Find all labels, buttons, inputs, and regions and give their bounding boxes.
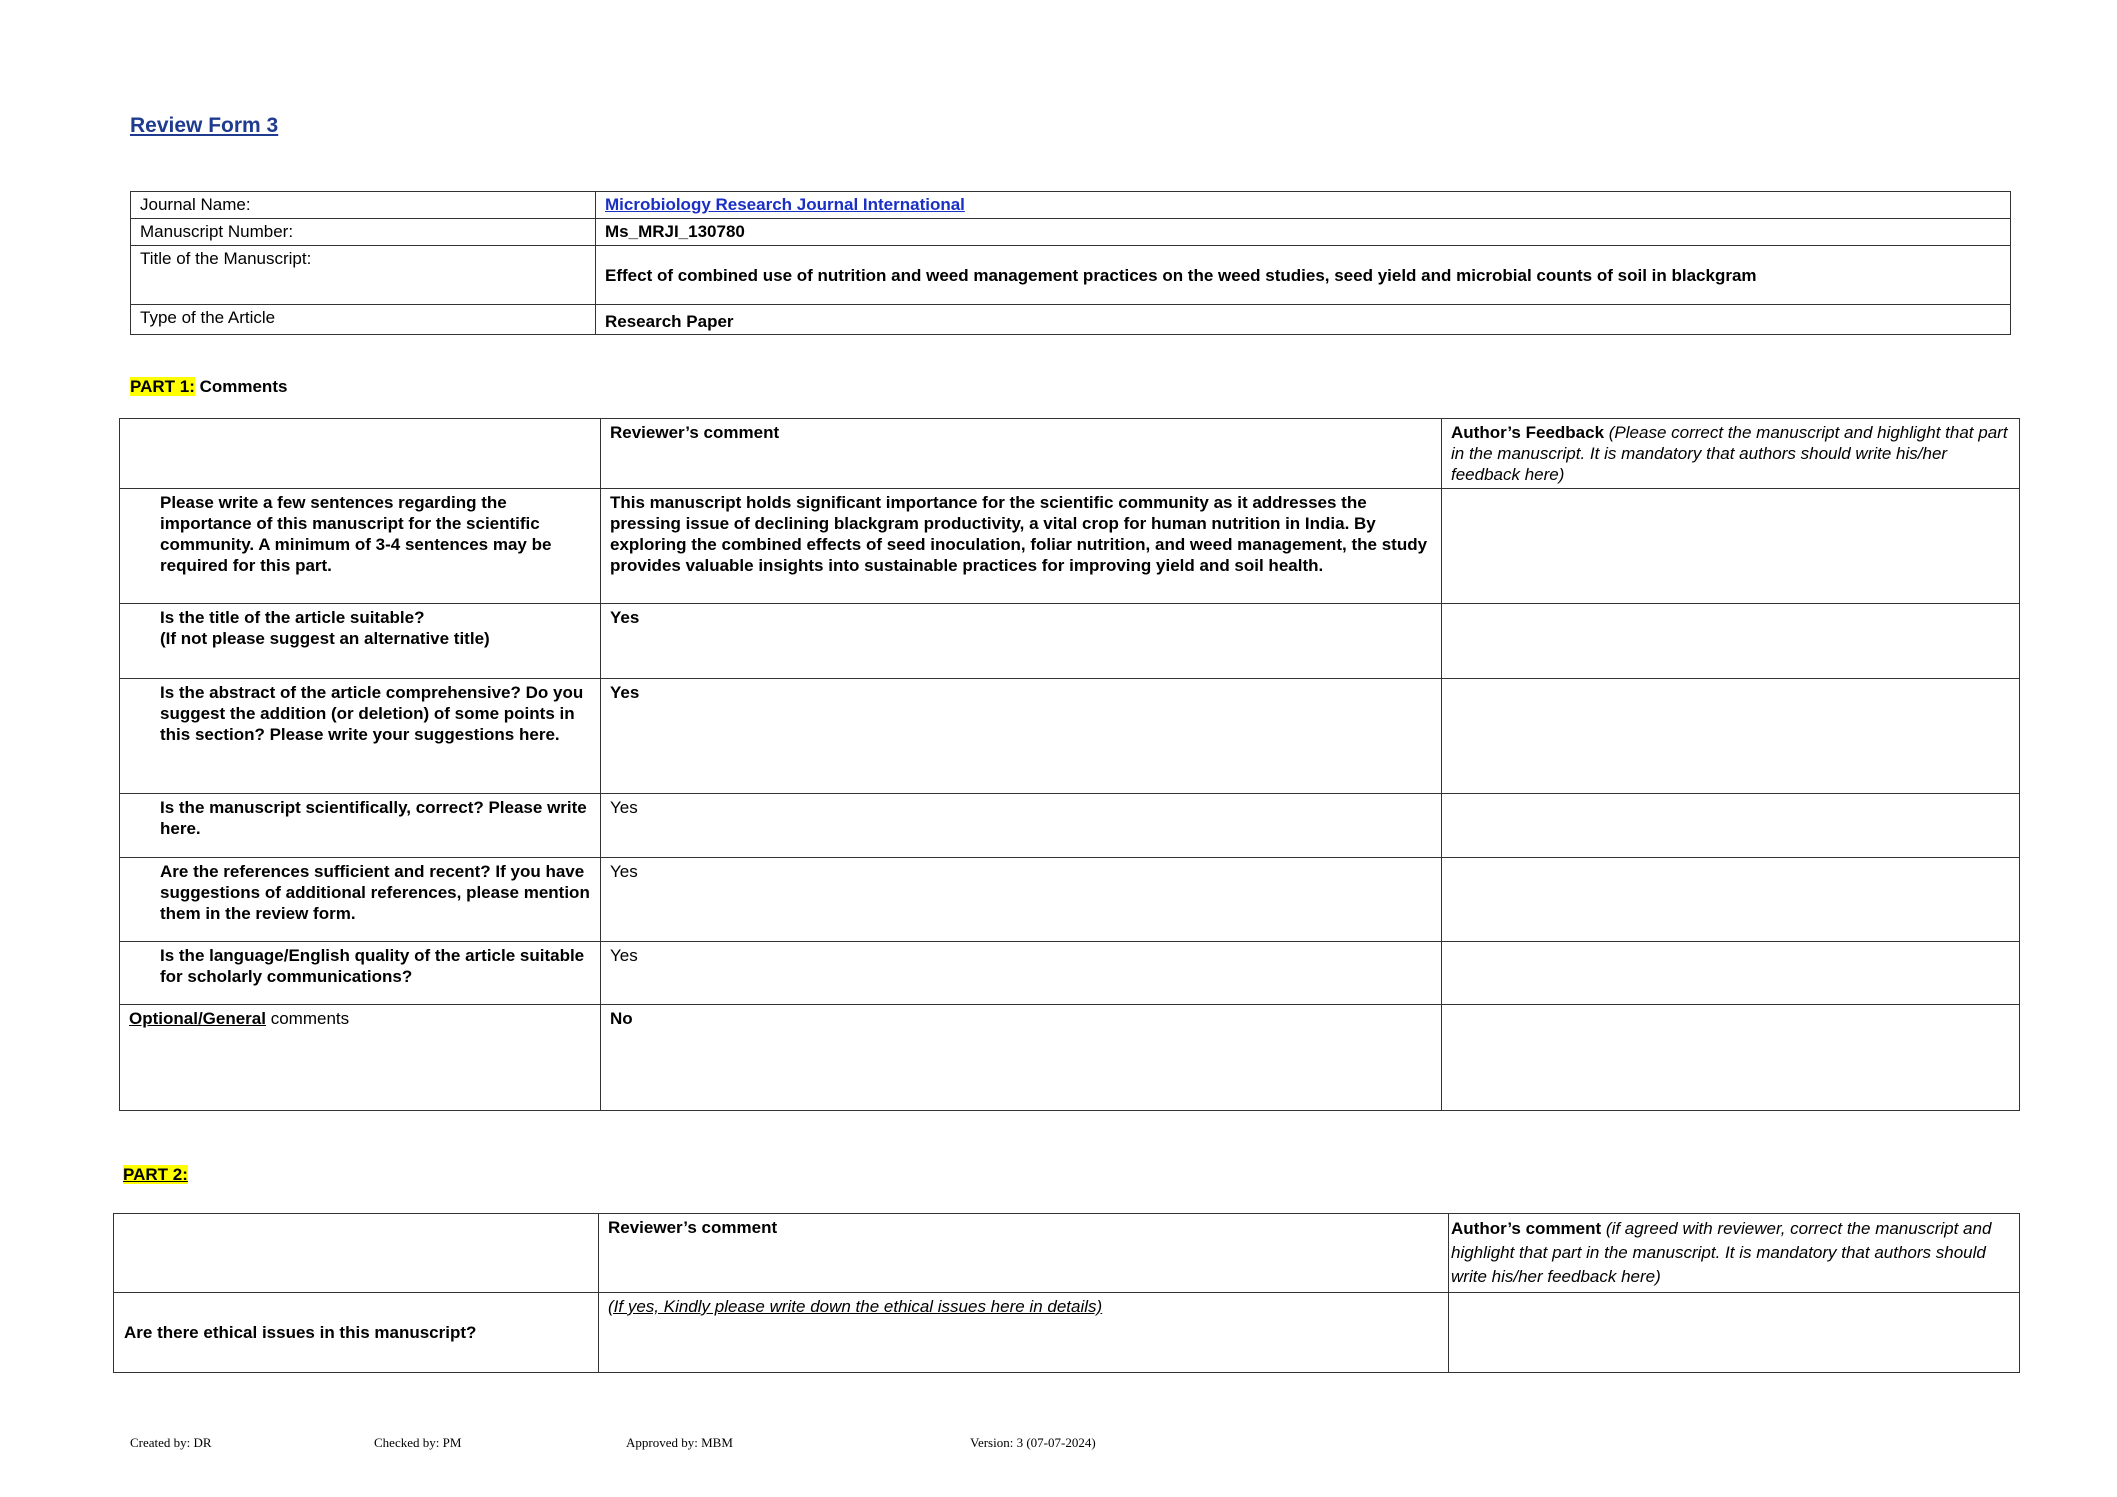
- feedback-abstract[interactable]: [1442, 679, 2020, 794]
- part2-label: [123, 1165, 188, 1185]
- manuscript-number-label: Manuscript Number:: [131, 219, 596, 246]
- journal-label: Journal Name:: [131, 192, 596, 219]
- table-row: [120, 794, 2020, 858]
- part2-header-author-italic: (if agreed with reviewer, correct the manuscript and highlight that part in the manuscript. It is mandatory that authors should write his/her feedback here): [1451, 1219, 1992, 1286]
- ethics-author-comment[interactable]: [1449, 1293, 2020, 1373]
- answer-optional[interactable]: No: [601, 1005, 1442, 1111]
- ethics-question: Are there ethical issues in this manuscript?: [114, 1293, 599, 1373]
- part2-label-highlight: PART 2:: [123, 1165, 188, 1184]
- part1-label-rest: Comments: [194, 377, 288, 396]
- part1-header-author-italic: (Please correct the manuscript and highlight that part in the manuscript. It is mandatory that authors should write his/her feedback here): [1451, 423, 2008, 484]
- part1-header-reviewer: Reviewer’s comment: [601, 419, 1442, 489]
- answer-abstract[interactable]: Yes: [601, 679, 1442, 794]
- answer-references[interactable]: Yes: [601, 858, 1442, 942]
- footer-version: Version: 3 (07-07-2024): [970, 1435, 1096, 1450]
- part2-header-reviewer: Reviewer’s comment: [599, 1214, 1449, 1293]
- question-scientific: Is the manuscript scientifically, correct? Please write here.: [120, 794, 601, 858]
- journal-value: [596, 192, 2011, 219]
- info-row-manuscript-number: [131, 219, 2011, 246]
- title-value: Effect of combined use of nutrition and weed management practices on the weed studies, seed yield and microbial counts of soil in blackgram: [596, 246, 2011, 305]
- manuscript-number-value: Ms_MRJI_130780: [596, 219, 2011, 246]
- part1-label: [130, 377, 287, 397]
- table-row: [114, 1293, 2020, 1373]
- footer-approved: Approved by: MBM: [626, 1435, 733, 1450]
- optional-label-rest: comments: [265, 1009, 350, 1028]
- answer-importance[interactable]: This manuscript holds significant importance for the scientific community as it addresses the pressing issue of declining blackgram productivity, a vital crop for human nutrition in India. By exploring the combined effects of seed inoculation, foliar nutrition, and weed management, the study provides valuable insights into sustainable practices for improving yield and soil health.: [601, 489, 1442, 604]
- feedback-scientific[interactable]: [1442, 794, 2020, 858]
- part1-header-author: [1442, 419, 2020, 489]
- type-value: Research Paper: [596, 305, 2011, 335]
- question-title-suitable: [120, 604, 601, 679]
- feedback-title-suitable[interactable]: [1442, 604, 2020, 679]
- part1-header-empty: [120, 419, 601, 489]
- manuscript-info-table: [130, 191, 2011, 335]
- answer-scientific[interactable]: Yes: [601, 794, 1442, 858]
- part2-header-author-bold: Author’s comment: [1451, 1219, 1602, 1238]
- feedback-language[interactable]: [1442, 942, 2020, 1005]
- question-language: Is the language/English quality of the article suitable for scholarly communications?: [120, 942, 601, 1005]
- part2-ethics-table: [113, 1213, 2020, 1373]
- optional-comments-label: [120, 1005, 601, 1111]
- table-row: [120, 858, 2020, 942]
- footer-created: Created by: DR: [130, 1435, 212, 1450]
- title-label: Title of the Manuscript:: [131, 246, 596, 305]
- question-references: Are the references sufficient and recent? If you have suggestions of additional references, please mention them in the review form.: [120, 858, 601, 942]
- optional-label-underlined: Optional/General: [129, 1009, 266, 1028]
- table-row: [120, 942, 2020, 1005]
- question-title-line1: Is the title of the article suitable?: [160, 608, 425, 627]
- part1-comments-table: [119, 418, 2020, 1111]
- question-title-line2: (If not please suggest an alternative title): [160, 629, 490, 648]
- part2-header-row: [114, 1214, 2020, 1293]
- table-row: [120, 489, 2020, 604]
- part1-header-author-bold: Author’s Feedback: [1451, 423, 1605, 442]
- table-row: [120, 1005, 2020, 1111]
- feedback-optional[interactable]: [1442, 1005, 2020, 1111]
- journal-link[interactable]: Microbiology Research Journal International: [605, 195, 965, 214]
- ethics-prompt[interactable]: (If yes, Kindly please write down the ethical issues here in details): [599, 1293, 1449, 1373]
- answer-title-suitable[interactable]: Yes: [601, 604, 1442, 679]
- table-row: [120, 604, 2020, 679]
- feedback-importance[interactable]: [1442, 489, 2020, 604]
- question-importance: Please write a few sentences regarding the importance of this manuscript for the scientific community. A minimum of 3-4 sentences may be required for this part.: [120, 489, 601, 604]
- part2-header-author: [1449, 1214, 2020, 1293]
- table-row: [120, 679, 2020, 794]
- question-abstract: Is the abstract of the article comprehensive? Do you suggest the addition (or deletion) of some points in this section? Please write your suggestions here.: [120, 679, 601, 794]
- form-title[interactable]: Review Form 3: [130, 114, 279, 137]
- part1-label-highlight: PART 1:: [130, 377, 195, 396]
- feedback-references[interactable]: [1442, 858, 2020, 942]
- info-row-title: [131, 246, 2011, 305]
- answer-language[interactable]: Yes: [601, 942, 1442, 1005]
- info-row-type: [131, 305, 2011, 335]
- part1-header-row: [120, 419, 2020, 489]
- info-row-journal: [131, 192, 2011, 219]
- footer-checked: Checked by: PM: [374, 1435, 462, 1450]
- part2-header-empty: [114, 1214, 599, 1293]
- type-label: Type of the Article: [131, 305, 596, 335]
